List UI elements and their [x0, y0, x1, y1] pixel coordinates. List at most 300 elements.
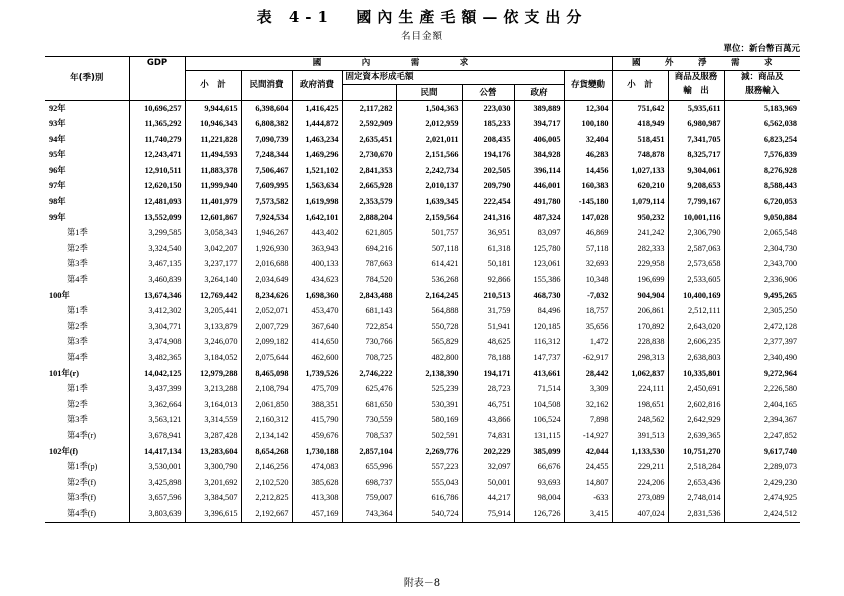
table-cell: 100,180 [564, 116, 612, 132]
table-cell: 224,111 [612, 381, 668, 397]
table-cell: 2,102,520 [241, 475, 292, 491]
table-cell: 7,248,344 [241, 147, 292, 163]
table-cell: 7,924,534 [241, 210, 292, 226]
table-cell: 28,723 [462, 381, 514, 397]
table-cell: 2,159,564 [396, 210, 462, 226]
table-cell: 74,831 [462, 428, 514, 444]
table-cell: 14,042,125 [129, 366, 185, 382]
table-cell: 8,234,626 [241, 288, 292, 304]
table-cell: 185,233 [462, 116, 514, 132]
table-cell: 2,336,906 [724, 272, 800, 288]
table-cell: 2,424,512 [724, 506, 800, 522]
table-cell: 75,914 [462, 506, 514, 522]
table-cell: 1,504,363 [396, 100, 462, 116]
table-row [45, 459, 800, 475]
table-cell: 12,910,511 [129, 163, 185, 179]
table-cell: 482,800 [396, 350, 462, 366]
table-cell: 9,208,653 [668, 178, 724, 194]
table-cell: 123,061 [514, 256, 564, 272]
table-cell: 616,786 [396, 490, 462, 506]
gdp-expenditure-table [45, 56, 800, 523]
row-label: 94年 [49, 134, 66, 144]
table-cell: 104,508 [514, 397, 564, 413]
table-cell: 950,232 [612, 210, 668, 226]
table-cell: 241,316 [462, 210, 514, 226]
table-cell: 11,740,279 [129, 132, 185, 148]
table-cell: 8,654,268 [241, 444, 292, 460]
table-cell: 32,162 [564, 397, 612, 413]
table-cell: 160,383 [564, 178, 612, 194]
table-cell: 748,878 [612, 147, 668, 163]
table-cell: 418,949 [612, 116, 668, 132]
table-cell: 2,831,536 [668, 506, 724, 522]
table-cell: 8,588,443 [724, 178, 800, 194]
table-cell: 1,926,930 [241, 241, 292, 257]
table-cell: 2,075,644 [241, 350, 292, 366]
table-cell: 394,717 [514, 116, 564, 132]
table-cell: 2,573,658 [668, 256, 724, 272]
table-cell: 3,678,941 [129, 428, 185, 444]
table-cell: 1,563,634 [292, 178, 342, 194]
header-inventory: 存貨變動 [564, 71, 612, 101]
table-cell: 564,888 [396, 303, 462, 319]
table-cell: 18,757 [564, 303, 612, 319]
table-cell: 1,027,133 [612, 163, 668, 179]
header-gfcf-government: 政府 [514, 85, 564, 101]
row-label: 第3季 [67, 415, 88, 425]
row-label: 第2季 [67, 321, 88, 331]
table-cell: 2,016,688 [241, 256, 292, 272]
unit-note: 單位：新台幣百萬元 [723, 44, 800, 54]
table-cell: 391,513 [612, 428, 668, 444]
table-cell: 1,619,998 [292, 194, 342, 210]
table-cell: 415,790 [292, 412, 342, 428]
table-cell: 2,164,245 [396, 288, 462, 304]
header-subtotal: 小 計 [185, 71, 241, 101]
table-cell: 751,642 [612, 100, 668, 116]
page-footer: 附表－8 [403, 578, 441, 589]
table-cell: 11,494,593 [185, 147, 241, 163]
header-gfcf-private: 民間 [396, 85, 462, 101]
table-cell: 565,829 [396, 334, 462, 350]
table-cell: 10,335,801 [668, 366, 724, 382]
table-cell: -633 [564, 490, 612, 506]
table-cell: 2,404,165 [724, 397, 800, 413]
table-cell: 487,324 [514, 210, 564, 226]
table-cell: 501,757 [396, 225, 462, 241]
table-cell: 2,638,803 [668, 350, 724, 366]
table-cell: -14,927 [564, 428, 612, 444]
row-label: 100年 [49, 290, 70, 300]
table-cell: 2,306,790 [668, 225, 724, 241]
table-cell: 2,748,014 [668, 490, 724, 506]
table-cell: 11,999,940 [185, 178, 241, 194]
table-cell: 46,869 [564, 225, 612, 241]
table-cell: 363,943 [292, 241, 342, 257]
table-cell: 32,097 [462, 459, 514, 475]
table-row [45, 225, 800, 241]
row-label: 101年(r) [49, 368, 79, 378]
table-row [45, 490, 800, 506]
table-cell: 10,348 [564, 272, 612, 288]
table-cell: 614,421 [396, 256, 462, 272]
table-cell: 147,028 [564, 210, 612, 226]
table-cell: 2,665,928 [342, 178, 396, 194]
table-cell: 6,720,053 [724, 194, 800, 210]
table-cell: 3,437,399 [129, 381, 185, 397]
table-cell: 12,769,442 [185, 288, 241, 304]
table-cell: 2,843,488 [342, 288, 396, 304]
table-cell: 1,739,526 [292, 366, 342, 382]
table-cell: 12,601,867 [185, 210, 241, 226]
table-cell: 3,237,177 [185, 256, 241, 272]
table-cell: 3,299,585 [129, 225, 185, 241]
table-cell: 3,396,615 [185, 506, 241, 522]
table-cell: 2,429,230 [724, 475, 800, 491]
table-cell: 385,099 [514, 444, 564, 460]
table-cell: 2,643,020 [668, 319, 724, 335]
table-cell: 459,676 [292, 428, 342, 444]
table-cell: 209,790 [462, 178, 514, 194]
table-cell: 3,362,664 [129, 397, 185, 413]
table-cell: 389,889 [514, 100, 564, 116]
row-label: 95年 [49, 150, 66, 160]
table-cell: 406,005 [514, 132, 564, 148]
table-cell: 694,216 [342, 241, 396, 257]
table-cell: 84,496 [514, 303, 564, 319]
table-cell: 10,400,169 [668, 288, 724, 304]
table-cell: 3,803,639 [129, 506, 185, 522]
table-cell: 24,455 [564, 459, 612, 475]
header-government-consumption: 政府消費 [292, 71, 342, 101]
table-cell: 1,730,188 [292, 444, 342, 460]
table-row [45, 506, 800, 522]
row-label: 第2季 [67, 243, 88, 253]
row-label: 第3季 [67, 259, 88, 269]
row-label: 93年 [49, 119, 66, 129]
header-gfcf: 固定資本形成毛額 [342, 71, 564, 85]
table-cell: 407,024 [612, 506, 668, 522]
table-cell: 730,559 [342, 412, 396, 428]
table-cell: 2,061,850 [241, 397, 292, 413]
table-cell: 1,946,267 [241, 225, 292, 241]
table-cell: 530,391 [396, 397, 462, 413]
table-cell: 48,625 [462, 334, 514, 350]
table-row [45, 334, 800, 350]
header-net-subtotal: 小 計 [612, 71, 668, 101]
row-label: 第4季(r) [67, 430, 97, 440]
table-cell: 3,201,692 [185, 475, 241, 491]
row-label: 第4季 [67, 275, 88, 285]
header-gfcf-total [342, 85, 396, 101]
table-cell: 3,133,879 [185, 319, 241, 335]
table-cell: 3,287,428 [185, 428, 241, 444]
table-cell: 2,653,436 [668, 475, 724, 491]
table-cell: 8,325,717 [668, 147, 724, 163]
table-cell: 11,401,979 [185, 194, 241, 210]
row-label: 第1季(p) [67, 462, 98, 472]
table-cell: 3,304,771 [129, 319, 185, 335]
table-cell: 198,651 [612, 397, 668, 413]
table-cell: 708,537 [342, 428, 396, 444]
table-cell: 3,467,135 [129, 256, 185, 272]
row-label: 第3季(f) [67, 493, 97, 503]
table-cell: 50,001 [462, 475, 514, 491]
table-cell: 14,456 [564, 163, 612, 179]
table-cell: 2,021,011 [396, 132, 462, 148]
table-cell: 7,090,739 [241, 132, 292, 148]
table-cell: 7,506,467 [241, 163, 292, 179]
table-cell: 7,799,167 [668, 194, 724, 210]
table-cell: 453,470 [292, 303, 342, 319]
table-cell: 32,693 [564, 256, 612, 272]
table-cell: 170,892 [612, 319, 668, 335]
table-cell: 2,034,649 [241, 272, 292, 288]
row-label: 92年 [49, 103, 66, 113]
table-cell: 3,412,302 [129, 303, 185, 319]
table-cell: 434,623 [292, 272, 342, 288]
table-cell: 1,642,101 [292, 210, 342, 226]
row-label: 第1季 [67, 384, 88, 394]
table-cell: 1,469,296 [292, 147, 342, 163]
table-cell: 125,780 [514, 241, 564, 257]
table-cell: 10,751,270 [668, 444, 724, 460]
table-cell: 13,283,604 [185, 444, 241, 460]
table-cell: 31,759 [462, 303, 514, 319]
table-cell: 6,808,382 [241, 116, 292, 132]
table-cell: 14,417,134 [129, 444, 185, 460]
table-cell: 3,246,070 [185, 334, 241, 350]
header-exports-line2: 輸 出 [668, 85, 724, 98]
table-cell: 2,226,580 [724, 381, 800, 397]
table-row [45, 100, 800, 116]
table-cell: 12,304 [564, 100, 612, 116]
table-cell: 2,888,204 [342, 210, 396, 226]
table-cell: 8,465,098 [241, 366, 292, 382]
table-cell: 120,185 [514, 319, 564, 335]
table-row [45, 444, 800, 460]
table-cell: 557,223 [396, 459, 462, 475]
table-cell: 462,600 [292, 350, 342, 366]
table-cell: 446,001 [514, 178, 564, 194]
table-cell: 2,635,451 [342, 132, 396, 148]
table-cell: 681,650 [342, 397, 396, 413]
table-cell: 3,425,898 [129, 475, 185, 491]
table-cell: 223,030 [462, 100, 514, 116]
table-cell: 3,530,001 [129, 459, 185, 475]
table-row [45, 163, 800, 179]
table-cell: 3,563,121 [129, 412, 185, 428]
table-row [45, 241, 800, 257]
table-cell: 241,242 [612, 225, 668, 241]
table-cell: 12,481,093 [129, 194, 185, 210]
table-cell: 7,573,582 [241, 194, 292, 210]
table-cell: 93,693 [514, 475, 564, 491]
table-cell: 787,663 [342, 256, 396, 272]
table-cell: 155,386 [514, 272, 564, 288]
table-cell: 3,058,343 [185, 225, 241, 241]
table-cell: 388,351 [292, 397, 342, 413]
table-row [45, 210, 800, 226]
table-cell: 1,444,872 [292, 116, 342, 132]
table-cell: 2,247,852 [724, 428, 800, 444]
table-cell: 2,857,104 [342, 444, 396, 460]
table-cell: 78,188 [462, 350, 514, 366]
table-row [45, 428, 800, 444]
table-subtitle: 名目金額 [400, 31, 443, 42]
row-label: 102年(f) [49, 446, 79, 456]
table-cell: 2,146,256 [241, 459, 292, 475]
table-row [45, 319, 800, 335]
table-cell: 2,138,390 [396, 366, 462, 382]
table-cell: 2,108,794 [241, 381, 292, 397]
row-label: 第1季 [67, 306, 88, 316]
table-title: 表 4-1 國內生產毛額—依支出分 [256, 8, 588, 26]
table-cell: 2,151,566 [396, 147, 462, 163]
table-cell: 202,229 [462, 444, 514, 460]
header-period: 年(季)別 [45, 57, 129, 101]
row-label: 第3季 [67, 337, 88, 347]
table-cell: 9,304,061 [668, 163, 724, 179]
table-cell: 507,118 [396, 241, 462, 257]
table-cell: 620,210 [612, 178, 668, 194]
table-cell: 784,520 [342, 272, 396, 288]
table-cell: 12,620,150 [129, 178, 185, 194]
table-cell: 468,730 [514, 288, 564, 304]
table-cell: 540,724 [396, 506, 462, 522]
table-cell: 229,211 [612, 459, 668, 475]
table-cell: 36,951 [462, 225, 514, 241]
table-cell: 413,308 [292, 490, 342, 506]
table-header [45, 57, 800, 101]
table-cell: 71,514 [514, 381, 564, 397]
table-cell: 194,176 [462, 147, 514, 163]
header-exports-line1: 商品及服務 [668, 71, 724, 85]
table-cell: 2,606,235 [668, 334, 724, 350]
table-cell: 66,676 [514, 459, 564, 475]
table-cell: 229,958 [612, 256, 668, 272]
table-cell: 3,205,441 [185, 303, 241, 319]
table-cell: 1,521,102 [292, 163, 342, 179]
table-cell: 8,276,928 [724, 163, 800, 179]
table-cell: 98,004 [514, 490, 564, 506]
table-cell: 2,602,816 [668, 397, 724, 413]
table-cell: 2,472,128 [724, 319, 800, 335]
table-row [45, 381, 800, 397]
row-label: 98年 [49, 197, 66, 207]
row-label: 99年 [49, 212, 66, 222]
table-cell: 625,476 [342, 381, 396, 397]
table-cell: 1,639,345 [396, 194, 462, 210]
table-cell: 2,305,250 [724, 303, 800, 319]
table-row [45, 178, 800, 194]
table-cell: 743,364 [342, 506, 396, 522]
table-cell: 3,213,288 [185, 381, 241, 397]
table-cell: 202,505 [462, 163, 514, 179]
table-cell: 5,935,611 [668, 100, 724, 116]
table-cell: 367,640 [292, 319, 342, 335]
table-cell: 708,725 [342, 350, 396, 366]
table-cell: 3,482,365 [129, 350, 185, 366]
table-cell: 2,533,605 [668, 272, 724, 288]
table-cell: 2,212,825 [241, 490, 292, 506]
table-cell: 298,313 [612, 350, 668, 366]
table-cell: 57,118 [564, 241, 612, 257]
table-cell: 759,007 [342, 490, 396, 506]
row-label: 第1季 [67, 228, 88, 238]
table-cell: 555,043 [396, 475, 462, 491]
table-cell: 698,737 [342, 475, 396, 491]
table-row [45, 303, 800, 319]
row-label: 第4季(f) [45, 506, 129, 522]
table-cell: 457,169 [292, 506, 342, 522]
table-cell: -145,180 [564, 194, 612, 210]
table-cell: 44,217 [462, 490, 514, 506]
table-cell: 7,576,839 [724, 147, 800, 163]
table-cell: 2,160,312 [241, 412, 292, 428]
table-cell: 2,730,670 [342, 147, 396, 163]
table-cell: 1,133,530 [612, 444, 668, 460]
table-cell: 2,394,367 [724, 412, 800, 428]
table-cell: 2,377,397 [724, 334, 800, 350]
table-cell: 208,435 [462, 132, 514, 148]
header-imports-line1: 減：商品及 [724, 71, 800, 85]
table-cell: 1,062,837 [612, 366, 668, 382]
table-cell: 3,184,052 [185, 350, 241, 366]
table-cell: 1,416,425 [292, 100, 342, 116]
table-cell: 6,398,604 [241, 100, 292, 116]
table-cell: 2,746,222 [342, 366, 396, 382]
table-cell: 11,365,292 [129, 116, 185, 132]
table-cell: 502,591 [396, 428, 462, 444]
table-row [45, 412, 800, 428]
table-cell: 11,221,828 [185, 132, 241, 148]
table-cell: 3,474,908 [129, 334, 185, 350]
table-cell: 722,854 [342, 319, 396, 335]
table-cell: 5,183,969 [724, 100, 800, 116]
table-cell: 10,001,116 [668, 210, 724, 226]
table-cell: 2,304,730 [724, 241, 800, 257]
table-cell: 32,404 [564, 132, 612, 148]
table-cell: 385,628 [292, 475, 342, 491]
table-cell: 12,979,288 [185, 366, 241, 382]
table-cell: 3,460,839 [129, 272, 185, 288]
table-row [45, 132, 800, 148]
header-gfcf-public: 公營 [462, 85, 514, 101]
table-cell: 228,838 [612, 334, 668, 350]
table-cell: 2,052,071 [241, 303, 292, 319]
table-cell: 621,805 [342, 225, 396, 241]
table-cell: 2,353,579 [342, 194, 396, 210]
table-row [45, 475, 800, 491]
table-body [45, 100, 800, 522]
table-cell: 2,099,182 [241, 334, 292, 350]
table-cell: 525,239 [396, 381, 462, 397]
table-cell: 1,079,114 [612, 194, 668, 210]
table-cell: -62,917 [564, 350, 612, 366]
table-cell: 10,946,343 [185, 116, 241, 132]
table-cell: 1,463,234 [292, 132, 342, 148]
table-cell: 681,143 [342, 303, 396, 319]
table-cell: 7,898 [564, 412, 612, 428]
header-imports-line2: 服務輸入 [724, 85, 800, 98]
table-cell: 46,751 [462, 397, 514, 413]
table-cell: 474,083 [292, 459, 342, 475]
table-cell: 43,866 [462, 412, 514, 428]
table-cell: 9,944,615 [185, 100, 241, 116]
table-cell: 475,709 [292, 381, 342, 397]
table-cell: 384,928 [514, 147, 564, 163]
